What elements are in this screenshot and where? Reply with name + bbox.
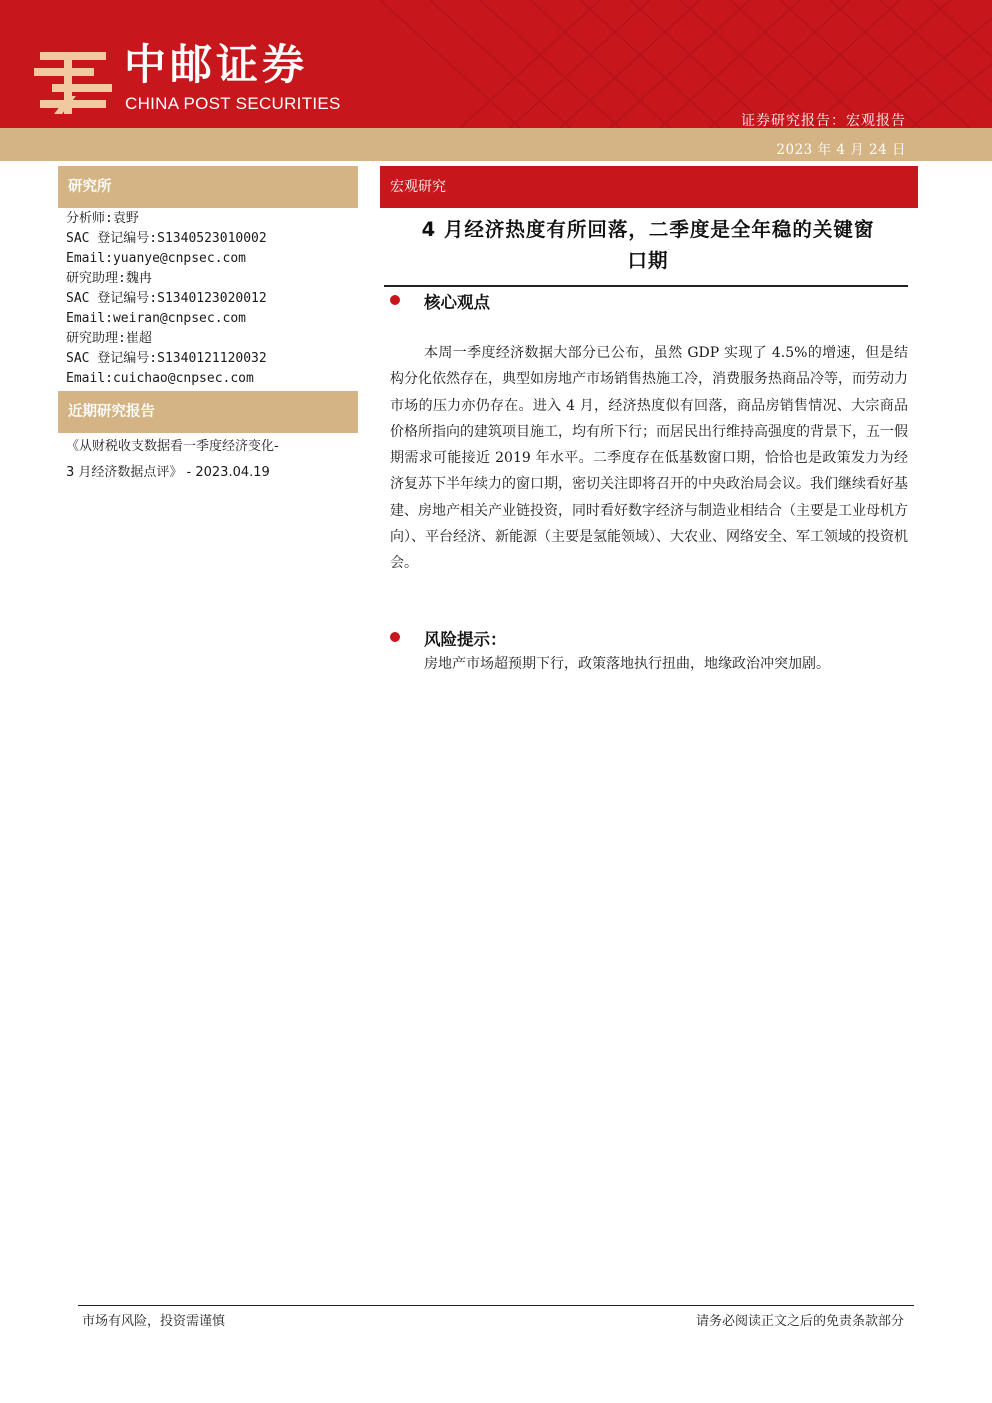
recent-report-link[interactable] (66, 434, 356, 486)
logo-english-name: CHINA POST SECURITIES (125, 94, 341, 113)
analyst-line: 研究助理:魏冉 (66, 271, 152, 286)
title-line: 口期 (627, 249, 669, 272)
title-divider (384, 285, 908, 287)
analyst-line: SAC 登记编号:S1340123020012 (66, 291, 267, 306)
title-line: 4 月经济热度有所回落，二季度是全年稳的关键窗 (421, 218, 875, 241)
footer-divider (78, 1305, 914, 1306)
page-title (384, 214, 912, 276)
analyst-email-link[interactable]: Email:yuanye@cnpsec.com (66, 251, 247, 266)
analyst-line: SAC 登记编号:S1340121120032 (66, 351, 267, 366)
bullet-icon (390, 295, 400, 305)
recent-reports-header: 近期研究报告 (58, 391, 358, 433)
analyst-email-link[interactable]: Email:weiran@cnpsec.com (66, 311, 247, 326)
header-banner (0, 0, 992, 128)
research-institute-header: 研究所 (58, 166, 358, 208)
analyst-line: SAC 登记编号:S1340523010002 (66, 231, 267, 246)
logo-chinese-name: 中邮证券 (124, 40, 309, 89)
footer-disclaimer-notice: 请务必阅读正文之后的免责条款部分 (695, 1314, 904, 1329)
report-date: 2023 年 4 月 24 日 (776, 142, 906, 158)
analyst-line: 分析师:袁野 (66, 211, 139, 226)
bullet-icon (390, 632, 400, 642)
recent-report-line: 《从财税收支数据看一季度经济变化- (66, 439, 279, 454)
risk-heading: 风险提示： (424, 630, 507, 649)
risk-text: 房地产市场超预期下行，政策落地执行扭曲，地缘政治冲突加剧。 (424, 656, 830, 672)
recent-report-line: 3 月经济数据点评》 - 2023.04.19 (66, 465, 270, 480)
analyst-line: 研究助理:崔超 (66, 331, 152, 346)
analyst-info (66, 209, 356, 389)
core-view-paragraph: 本周一季度经济数据大部分已公布，虽然 GDP 实现了 4.5%的增速，但是结构分化依然存在，典型如房地产市场销售热施工冷，消费服务热商品冷等，而劳动力市场的压力亦仍存在。进入 4 月，经济热度似有回落，商品房销售情况、大宗商品价格所指向的建筑项目施工，均有所下行；而居民出行维持高强度的背景下，五一假期需求可能接近 2019 年水平。二季度存在低基数窗口期，恰恰也是政策发力为经济复苏下半年续力的窗口期，密切关注即将召开的中央政治局会议。我们继续看好基建、房地产相关产业链投资，同时看好数字经济与制造业相结合（主要是工业母机方向）、平台经济、新能源（主要是氢能领域）、大农业、网络安全、军工领域的投资机会。 (390, 345, 908, 572)
report-type: 证券研究报告：宏观报告 (741, 113, 906, 128)
footer-risk-notice: 市场有风险，投资需谨慎 (82, 1314, 226, 1329)
core-view-heading: 核心观点 (424, 293, 490, 312)
section-tag: 宏观研究 (380, 166, 918, 208)
china-post-logo-icon (34, 44, 112, 122)
analyst-email-link[interactable]: Email:cuichao@cnpsec.com (66, 371, 254, 386)
